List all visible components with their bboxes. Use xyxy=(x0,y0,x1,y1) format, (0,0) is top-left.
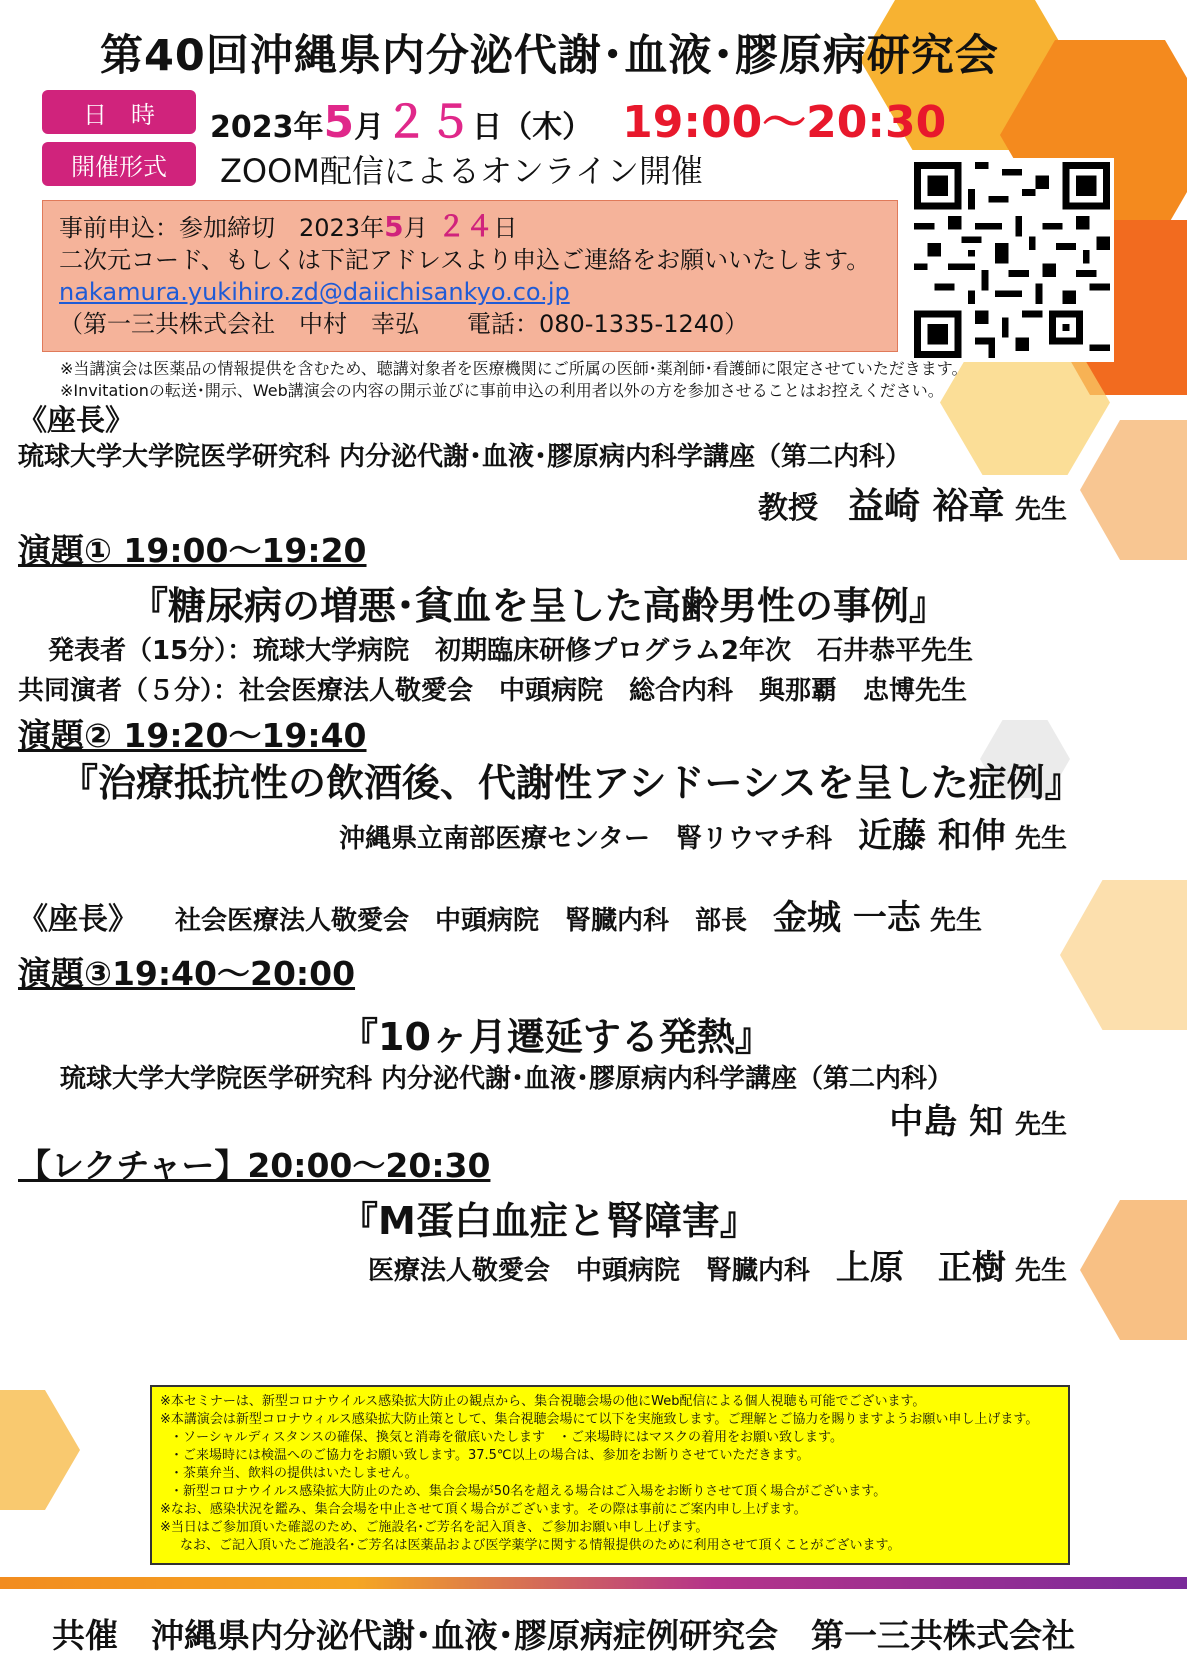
lecture-title: 『M蛋白血症と腎障害』 xyxy=(340,1199,758,1243)
page-title: 第40回沖縄県内分泌代謝･血液･膠原病研究会 xyxy=(100,31,999,81)
date-label: 日 時 xyxy=(42,90,196,134)
chair1-heading: 《座長》 xyxy=(18,403,135,437)
event-date: 2023年5月２５日（木） 19:00～20:30 xyxy=(210,97,947,148)
event-time: 19:00～20:30 xyxy=(622,97,947,148)
qr-code[interactable] xyxy=(910,158,1114,362)
chair2: 《座長》 社会医療法人敬愛会 中頭病院 腎臓内科 部長 金城 一志 先生 xyxy=(18,898,982,938)
lecture-heading: 【レクチャー】20:00～20:30 xyxy=(18,1146,491,1185)
talk1-title: 『糖尿病の増悪･貧血を呈した高齢男性の事例』 xyxy=(130,584,948,628)
talk3-affiliation: 琉球大学大学院医学研究科 内分泌代謝･血液･膠原病内科学講座（第二内科） xyxy=(60,1064,954,1094)
registration-contact: （第一三共株式会社 中村 幸弘 電話：080-1335-1240） xyxy=(59,310,749,338)
talk3-heading: 演題③19:40～20:00 xyxy=(18,954,356,993)
notes-top: ※当講演会は医薬品の情報提供を含むため、聴講対象者を医療機関にご所属の医師･薬剤師･看護師に限定させていただきます。 ※Invitationの転送･開示、Web講演会の内容の開示並びに事前申込の利用者以外の方を参加させることはお控えください。 xyxy=(60,359,968,400)
talk2-speaker: 沖縄県立南部医療センター 腎リウマチ科 近藤 和伸 先生 xyxy=(339,816,1067,856)
talk1-presenter: 発表者（15分）：琉球大学病院 初期臨床研修プログラム2年次 石井恭平先生 xyxy=(48,636,974,666)
registration-email-link[interactable]: nakamura.yukihiro.zd@daiichisankyo.co.jp xyxy=(59,278,570,306)
chair1-affiliation: 琉球大学大学院医学研究科 内分泌代謝･血液･膠原病内科学講座（第二内科） xyxy=(18,442,912,472)
lecture-speaker: 医療法人敬愛会 中頭病院 腎臓内科 上原 正樹 先生 xyxy=(367,1248,1067,1288)
chair1-person: 教授 益崎 裕章 先生 xyxy=(757,486,1067,527)
footer-cohosts: 共催 沖縄県内分泌代謝･血液･膠原病症例研究会 第一三共株式会社 xyxy=(52,1616,1075,1655)
talk3-speaker: 中島 知 先生 xyxy=(889,1102,1067,1142)
format-label: 開催形式 xyxy=(42,142,196,186)
talk2-title: 『治療抵抗性の飲酒後、代謝性アシドーシスを呈した症例』 xyxy=(60,761,1083,805)
footer-stripe xyxy=(0,1577,1187,1589)
talk1-heading: 演題① 19:00～19:20 xyxy=(18,531,367,570)
talk2-heading: 演題② 19:20～19:40 xyxy=(18,716,367,755)
talk1-coauthor: 共同演者（５分）：社会医療法人敬愛会 中頭病院 総合内科 與那覇 忠博先生 xyxy=(18,676,968,706)
registration-box: 事前申込：参加締切 2023年5月 ２４日 二次元コード、もしくは下記アドレスより申込ご連絡をお願いいたします。 nakamura.yukihiro.zd@daiichisankyo.co.jp （第一三共株式会社 中村 幸弘 電話：080-1335-1240） xyxy=(42,200,898,352)
notice-box: ※本セミナーは、新型コロナウイルス感染拡大防止の観点から、集合視聴会場の他にWeb配信による個人視聴も可能でございます。 ※本講演会は新型コロナウィルス感染拡大防止策として、集合視聴会場にて以下を実施致します。ご理解とご協力を賜りますようお願い申し上げます。 ・ソーシャルディスタンスの確保、換気と消毒を徹底いたします ・ご来場時にはマスクの着用をお願い致します。 ・ご来場時には検温へのご協力をお願い致します。37.5℃以上の場合は、参加をお断りさせていただきます。 ・茶菓弁当、飲料の提供はいたしません。 ・新型コロナウイルス感染拡大防止のため、集合会場が50名を超える場合はご入場をお断りさせて頂く場合がございます。 ※なお、感染状況を鑑み、集合会場を中止させて頂く場合がございます。その際は事前にご案内申し上げます。 ※当日はご参加頂いた確認のため、ご施設名･ご芳名を記入頂き、ご参加お願い申し上げます。 なお、ご記入頂いたご施設名･ご芳名は医薬品および医学薬学に関する情報提供のために利用させて頂くことがございます。 xyxy=(150,1385,1070,1565)
event-format: ZOOM配信によるオンライン開催 xyxy=(220,152,703,190)
registration-instruction: 二次元コード、もしくは下記アドレスより申込ご連絡をお願いいたします。 xyxy=(59,246,871,274)
talk3-title: 『10ヶ月遷延する発熱』 xyxy=(340,1015,773,1059)
